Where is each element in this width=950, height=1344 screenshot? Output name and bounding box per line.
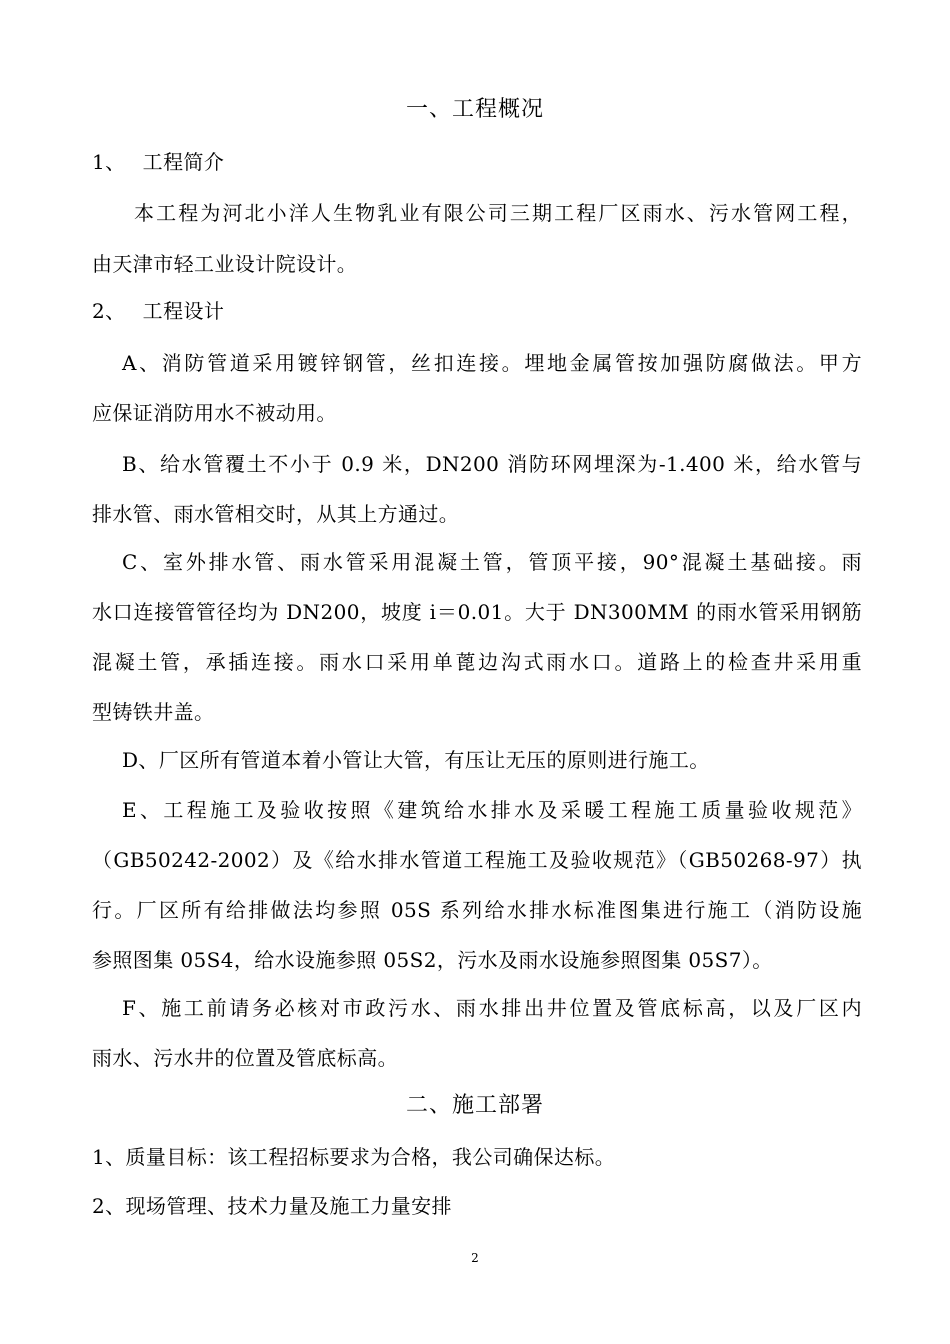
paragraph-f-line-1: F、施工前请务必核对市政污水、雨水排出井位置及管底标高，以及厂区内 xyxy=(122,996,862,1020)
section-2-item-1: 1、质量目标：该工程招标要求为合格，我公司确保达标。 xyxy=(92,1145,616,1169)
paragraph-d-line-1: D、厂区所有管道本着小管让大管，有压让无压的原则进行施工。 xyxy=(122,748,710,772)
paragraph-e-line-4: 参照图集 05S4，给水设施参照 05S2，污水及雨水设施参照图集 05S7）。 xyxy=(92,948,773,972)
item-1-heading: 1、 工程简介 xyxy=(92,150,225,174)
paragraph-f-line-2: 雨水、污水井的位置及管底标高。 xyxy=(92,1046,398,1070)
paragraph-c-line-4: 型铸铁井盖。 xyxy=(92,700,215,724)
paragraph-a-line-2: 应保证消防用水不被动用。 xyxy=(92,401,337,425)
paragraph-c-line-3: 混凝土管，承插连接。雨水口采用单蓖边沟式雨水口。道路上的检查井采用重 xyxy=(92,650,862,674)
section-2-title: 二、施工部署 xyxy=(405,1093,544,1118)
item-2-heading: 2、 工程设计 xyxy=(92,299,225,323)
page-number: 2 xyxy=(471,1251,479,1265)
paragraph-c-line-2: 水口连接管管径均为 DN200，坡度 i＝0.01。大于 DN300MM 的雨水管采用钢筋 xyxy=(92,600,862,624)
intro-paragraph-line-1: 本工程为河北小洋人生物乳业有限公司三期工程厂区雨水、污水管网工程， xyxy=(134,201,862,225)
paragraph-e-line-1: E、工程施工及验收按照《建筑给水排水及采暖工程施工质量验收规范》 xyxy=(122,798,862,822)
paragraph-a-line-1: A、消防管道采用镀锌钢管，丝扣连接。埋地金属管按加强防腐做法。甲方 xyxy=(122,351,862,375)
section-1-title: 一、工程概况 xyxy=(405,97,544,122)
intro-paragraph-line-2: 由天津市轻工业设计院设计。 xyxy=(92,252,358,276)
paragraph-c-line-1: C、室外排水管、雨水管采用混凝土管，管顶平接，90°混凝土基础接。雨 xyxy=(122,550,862,574)
paragraph-b-line-2: 排水管、雨水管相交时，从其上方通过。 xyxy=(92,502,460,526)
paragraph-b-line-1: B、给水管覆土不小于 0.9 米，DN200 消防环网埋深为-1.400 米，给水管与 xyxy=(122,452,862,476)
paragraph-e-line-2: （GB50242-2002）及《给水排水管道工程施工及验收规范》（GB50268-97）执 xyxy=(92,848,862,872)
section-2-item-2: 2、现场管理、技术力量及施工力量安排 xyxy=(92,1194,452,1218)
paragraph-e-line-3: 行。厂区所有给排做法均参照 05S 系列给水排水标准图集进行施工（消防设施 xyxy=(92,898,862,922)
